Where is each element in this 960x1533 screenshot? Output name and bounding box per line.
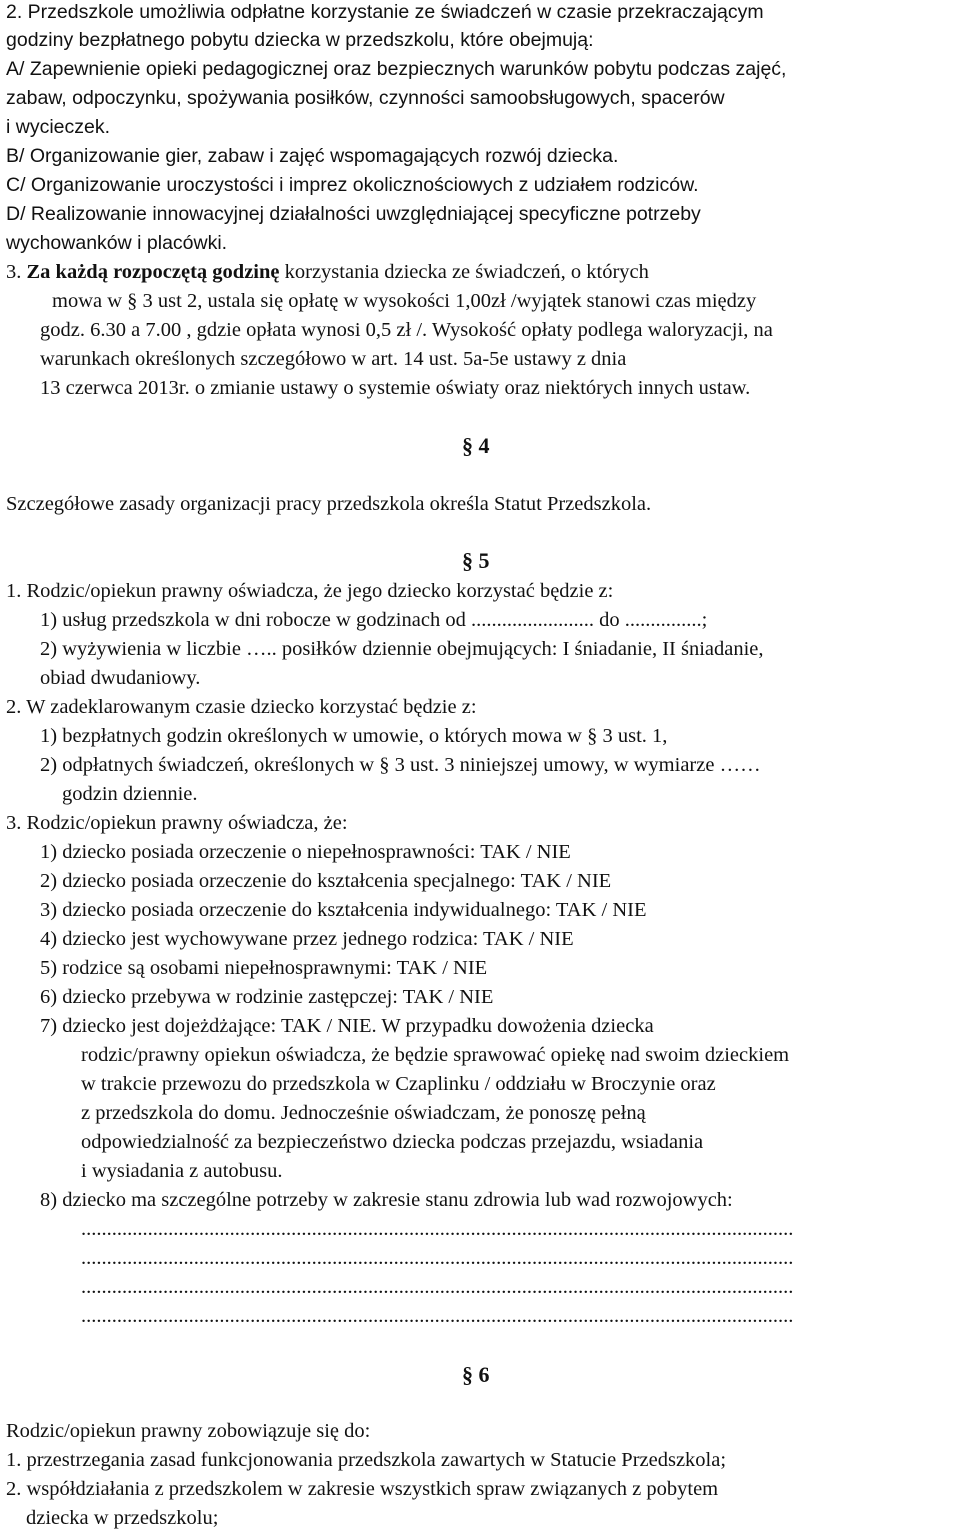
point-3-line-1-rest: korzystania dziecka ze świadczeń, o których <box>284 261 649 283</box>
section-5-item-2-2-line-1: 2) odpłatnych świadczeń, określonych w § 3 ust. 3 niniejszej umowy, w wymiarze …… <box>40 754 761 776</box>
declaration-1: 1) dziecko posiada orzeczenie o niepełnosprawności: TAK / NIE <box>40 841 571 863</box>
point-2-b: B/ Organizowanie gier, zabaw i zajęć wspomagających rozwój dziecka. <box>6 145 619 167</box>
section-5-item-1-2-line-2: obiad dwudaniowy. <box>40 667 201 689</box>
section-5-item-2-1: 1) bezpłatnych godzin określonych w umowie, o których mowa w § 3 ust. 1, <box>40 725 668 747</box>
point-3-number: 3. <box>6 261 22 283</box>
section-5-item-3: 3. Rodzic/opiekun prawny oświadcza, że: <box>6 812 348 834</box>
section-5-heading: § 5 <box>462 548 490 573</box>
section-5-item-1-2-line-1: 2) wyżywienia w liczbie ….. posiłków dziennie obejmujących: I śniadanie, II śniadanie, <box>40 638 764 660</box>
declaration-6: 6) dziecko przebywa w rodzinie zastępczej: TAK / NIE <box>40 986 494 1008</box>
section-6-item-2-line-1: 2. współdziałania z przedszkolem w zakresie wszystkich spraw związanych z pobytem <box>6 1478 719 1500</box>
declaration-3: 3) dziecko posiada orzeczenie do kształcenia indywidualnego: TAK / NIE <box>40 899 647 921</box>
point-3-line-4: warunkach określonych szczegółowo w art. 14 ust. 5a-5e ustawy z dnia <box>40 348 627 370</box>
declaration-8: 8) dziecko ma szczególne potrzeby w zakresie stanu zdrowia lub wad rozwojowych: <box>40 1189 733 1211</box>
point-2-a-line-1: A/ Zapewnienie opieki pedagogicznej oraz bezpiecznych warunków pobytu podczas zajęć, <box>6 58 787 80</box>
point-2-a-text: zabaw, odpoczynku, spożywania posiłków, czynności samoobsługowych, spacerów <box>6 87 725 109</box>
section-5-item-1: 1. Rodzic/opiekun prawny oświadcza, że jego dziecko korzystać będzie z: <box>6 580 614 602</box>
dotted-line-3: ........................................................................................................................................... <box>81 1276 794 1298</box>
section-6-item-2-line-2: dziecka w przedszkolu; <box>26 1507 219 1529</box>
declaration-2: 2) dziecko posiada orzeczenie do kształcenia specjalnego: TAK / NIE <box>40 870 612 892</box>
section-4-text: Szczegółowe zasady organizacji pracy przedszkola określa Statut Przedszkola. <box>6 493 652 515</box>
point-2-line-2: godziny bezpłatnego pobytu dziecka w przedszkolu, które obejmują: <box>6 29 594 51</box>
section-6-item-1: 1. przestrzegania zasad funkcjonowania przedszkola zawartych w Statucie Przedszkola; <box>6 1449 727 1471</box>
point-2-line-1: 2. Przedszkole umożliwia odpłatne korzystanie ze świadczeń w czasie przekraczającym <box>6 1 764 23</box>
point-2-d-line-1: D/ Realizowanie innowacyjnej działalności uwzględniającej specyficzne potrzeby <box>6 203 701 225</box>
section-6-intro: Rodzic/opiekun prawny zobowiązuje się do: <box>6 1420 371 1442</box>
declaration-7-line-3: w trakcie przewozu do przedszkola w Czaplinku / oddziału w Broczynie oraz <box>81 1073 716 1095</box>
section-5-item-2: 2. W zadeklarowanym czasie dziecko korzystać będzie z: <box>6 696 477 718</box>
declaration-7-line-2: rodzic/prawny opiekun oświadcza, że będzie sprawować opiekę nad swoim dzieckiem <box>81 1044 790 1066</box>
point-2-c: C/ Organizowanie uroczystości i imprez okolicznościowych z udziałem rodziców. <box>6 174 699 196</box>
section-5-item-1-1: 1) usług przedszkola w dni robocze w godzinach od ........................ do ...............; <box>40 609 708 631</box>
point-3-bold: Za każdą rozpoczętą godzinę <box>26 261 280 283</box>
declaration-7-line-6: i wysiadania z autobusu. <box>81 1160 283 1182</box>
declaration-7-line-1: 7) dziecko jest dojeżdżające: TAK / NIE. W przypadku dowożenia dziecka <box>40 1015 654 1037</box>
point-2-d-line-2: wychowanków i placówki. <box>6 232 228 254</box>
declaration-7-line-4: z przedszkola do domu. Jednocześnie oświadczam, że ponoszę pełną <box>81 1102 646 1124</box>
declaration-5: 5) rodzice są osobami niepełnosprawnymi: TAK / NIE <box>40 957 488 979</box>
point-3-line-1 <box>6 260 649 284</box>
dotted-line-2: ........................................................................................................................................... <box>81 1247 794 1269</box>
section-5-item-2-2-line-2: godzin dziennie. <box>62 783 198 805</box>
declaration-7-line-5: odpowiedzialność za bezpieczeństwo dziecka podczas przejazdu, wsiadania <box>81 1131 704 1153</box>
section-6-heading: § 6 <box>462 1362 490 1387</box>
section-4-heading: § 4 <box>462 433 490 458</box>
point-3-line-5: 13 czerwca 2013r. o zmianie ustawy o systemie oświaty oraz niektórych innych ustaw. <box>40 377 751 399</box>
declaration-4: 4) dziecko jest wychowywane przez jednego rodzica: TAK / NIE <box>40 928 574 950</box>
point-2-a-line-3: i wycieczek. <box>6 116 111 138</box>
point-3-line-2: mowa w § 3 ust 2, ustala się opłatę w wysokości 1,00zł /wyjątek stanowi czas między <box>52 290 757 312</box>
dotted-line-4: ........................................................................................................................................... <box>81 1305 794 1327</box>
dotted-line-1: ........................................................................................................................................... <box>81 1218 794 1240</box>
point-2-a-line-2 <box>6 86 954 110</box>
point-3-line-3: godz. 6.30 a 7.00 , gdzie opłata wynosi 0,5 zł /. Wysokość opłaty podlega waloryzacji, na <box>40 319 773 341</box>
